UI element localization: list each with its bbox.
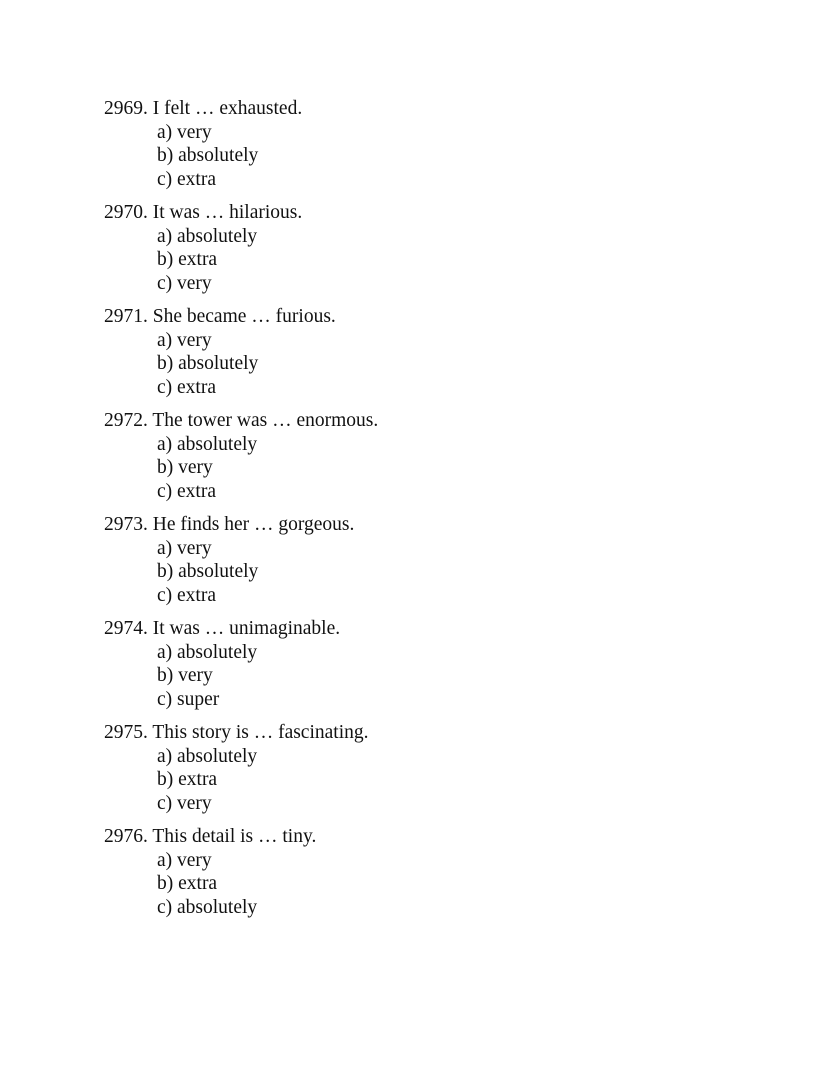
option-list	[104, 433, 784, 504]
option-b: b) very	[157, 457, 213, 478]
question-item	[104, 617, 784, 711]
option-b: b) extra	[157, 249, 218, 270]
question-item	[104, 513, 784, 607]
option-c: c) extra	[157, 480, 216, 502]
option-a: a) absolutely	[157, 745, 258, 767]
question-stem: 2972. The tower was … enormous.	[104, 410, 379, 431]
question-stem: 2973. He finds her … gorgeous.	[104, 514, 355, 535]
option-c: c) very	[157, 792, 212, 814]
option-a: a) absolutely	[157, 641, 258, 663]
option-c: c) absolutely	[157, 896, 258, 918]
option-c: c) super	[157, 688, 220, 710]
question-item	[104, 409, 784, 503]
question-item	[104, 97, 784, 191]
option-list	[104, 225, 784, 296]
option-c: c) very	[157, 272, 212, 294]
question-stem: 2975. This story is … fascinating.	[104, 722, 369, 743]
option-c: c) extra	[157, 376, 216, 398]
question-stem: 2971. She became … furious.	[104, 306, 336, 327]
question-item	[104, 305, 784, 399]
option-a: a) absolutely	[157, 225, 258, 247]
question-item	[104, 721, 784, 815]
question-item	[104, 825, 784, 919]
option-list	[104, 745, 784, 816]
option-a: a) very	[157, 329, 212, 351]
option-c: c) extra	[157, 168, 216, 190]
option-list	[104, 641, 784, 712]
option-b: b) extra	[157, 769, 218, 790]
option-a: a) very	[157, 121, 212, 143]
option-list	[104, 537, 784, 608]
option-b: b) very	[157, 665, 213, 686]
question-stem: 2969. I felt … exhausted.	[104, 98, 303, 119]
option-b: b) extra	[157, 873, 218, 894]
option-list	[104, 849, 784, 920]
option-a: a) absolutely	[157, 433, 258, 455]
option-a: a) very	[157, 849, 212, 871]
option-c: c) extra	[157, 584, 216, 606]
question-stem: 2974. It was … unimaginable.	[104, 618, 341, 639]
question-stem: 2976. This detail is … tiny.	[104, 826, 317, 847]
question-stem: 2970. It was … hilarious.	[104, 202, 303, 223]
option-a: a) very	[157, 537, 212, 559]
option-b: b) absolutely	[157, 145, 259, 166]
option-list	[104, 329, 784, 400]
question-item	[104, 201, 784, 295]
option-b: b) absolutely	[157, 353, 259, 374]
question-list	[104, 97, 784, 929]
option-b: b) absolutely	[157, 561, 259, 582]
option-list	[104, 121, 784, 192]
